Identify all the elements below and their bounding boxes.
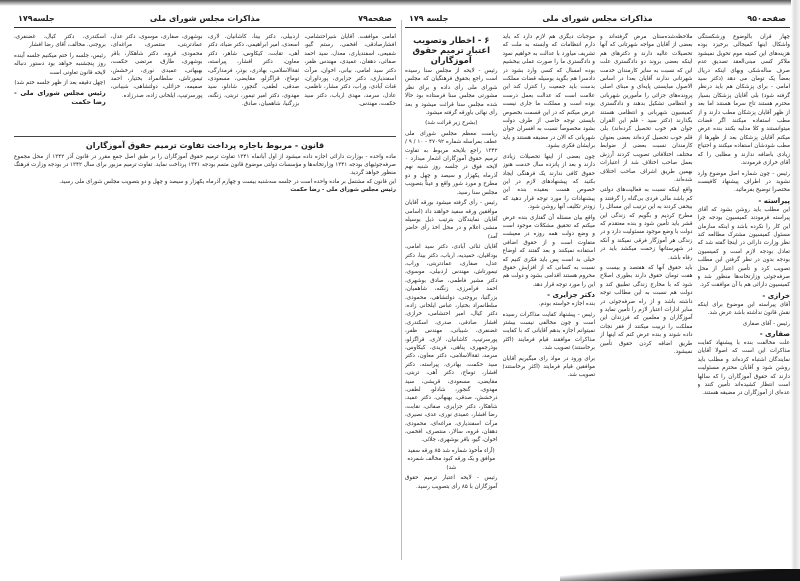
speaker-name: پیراسته - [758, 196, 790, 205]
speaker-name: صفاری - [759, 330, 790, 338]
paragraph: (چهل دقیقه بعد از ظهر جلسه ختم شد) [14, 80, 106, 87]
paragraph: رئیس - لایحه اعتبار ترمیم حقوق آموزگاران با ۸۵ رأی بتصویب رسید. [405, 475, 498, 490]
paragraph: ملاحظه‌شده‌ستان مرض گرفته‌اند و بعضی از آقایان مواجه شهرتانی که آنها تحصیلات عالیه دارند و دکترهای هم اینکه بعضی بروند دو دادگستری علت این که نسبت به سایر کارمندان خدمت شهرتانی ندارند آقایان بعدا در اساس الاصول مبایستی پایه‌ای و مبنای اصلی پرونده‌های جزائی را مأمورین شهربانی و انتظامی تشکیل بدهند و دادگستری کمیسیون شهربانی و انتظامی هستند بگذارند (دکتر سید - قلم این القران جوان هم خوب تحصیل کرده‌اند) بلی قلم خوب تحصیل کرده‌اند بعضی بعنوان کارمندان نسبت بعضی از ضوابط مختلف اختلافاتی تصویب کردند آرزش بعمل صاحب اختلاف شد از اعتبارات بهمین طریق اشراف صاحب اختلاف شده‌اند. [600, 34, 693, 183]
text-columns [405, 33, 790, 553]
paragraph: آقایان ثنائی آبادی، دکتر سید امامی، بوداقیان، حمیدیه، ارباب، دکتر بینا، دکتر عدل، صفاری، عمادتربتی، وراب، تیمورتاش، مهندس اردبیلی، موسوی، دکتر مشیر فاطمی، صادق بوشهری، احمد فرامرزی، زنگنه، شاهمیان، بزرگنیا، بروجنی، دولتشاهی، محمودی، سلطانمراد بختیار، عباس ایلخانی زاده، دکتر کیال، امیر احتشامی، خرازی، افشار صادقی، صدری، اسکندری، غضنفری، شیبانی، مهندس ظفر، پورسرتیپ، کاشانیان، لاری، قراگزلو، بوذرجمهری، پناهی، فریدی، کیکاوس، سرمد، ثقةالاسلامی، دکتر معاون، دکتر سید حکمت، بهادری، پیراسته، دکتر افشار، توماج، دکتر آهی، تربتی، مقایضی، مسعودی، قریشی، سید مهدوی، گنجور، شادلو، لطفی، درخشش، صدقی، بهبهانی، دکتر عمید، شاهکار، دکتر جزایری، صفائی، نقابت، رضا افشار، عمیدی نوری، عدی، نصیری، مرآت اسفندیاری، مراغه‌ای، محمودی، دهقان، قروه، سالار، منتصری، افخمی، اخوان، گیو، باقر بوشهری، جلائی. [405, 244, 498, 444]
law-signature: رئیس مجلس شورای ملی - رضا حکمت [290, 186, 396, 193]
paragraph: رئیس - چون شماره اصل موضوع وارد نشوید در اطراف پیشنهاد کافیست مختصرا توضیح بفرمائید. [697, 170, 790, 194]
text-column [503, 33, 596, 553]
paragraph: رئیس - پیشنهاد کفایت مذاکرات رسیده است و چون مخالفی نیست بیشتر نمیتوانم اجازه بدهم آقایانی که با کفایت مذاکرات موافقند قیام فرمایند (اکثر برخاستند) تصویب شد. [502, 311, 595, 352]
scan-top-edge [0, 0, 800, 6]
text-column [111, 33, 203, 123]
law-section [14, 136, 396, 194]
paragraph: واقع بیان مسئله آن گفتاری بنده عرض میکنم که تحقیق مشکلات موجود است و وضع دولت همه روزه در معیشت متفاوت است و از حقوق اضافی استفاده نمیکنند و بعد گفتند که اوضاع خیلی بد است پس باید فکری کنیم که نسبت به کسانی که از افزایش حقوق محروم هستند اقدامی بشود و دولت هم این را مورد توجه قرار دهد. [502, 214, 595, 288]
speaker-name: خرازی - [762, 291, 790, 300]
text-column [304, 33, 396, 123]
paragraph: علت مخالفت بنده با پیشنهاد کفایت مذاکرات این است که اصولا آقایان نمایندگان اشتباه کرده‌اند و مطلب باید روشن شود و آقایان محترم مسئولیت دارند که حقوق آموزگاران را که سالها است انتظار کشیده‌اند تأمین کنند و عده‌ای از آموزگاران در مضیقه هستند. [697, 340, 790, 397]
name-columns [14, 33, 396, 123]
running-title: مذاکرات مجلس شورای ملی [149, 14, 261, 23]
text-column [600, 33, 693, 553]
text-column [698, 33, 791, 553]
page-number: صفحه۹۵۰ [747, 14, 786, 23]
paragraph: رئیس - آقای صفاری [742, 320, 790, 327]
paragraph: چون بعضی از اینها تحصیلات زیادی دارند و بعد از پانزده سال خدمت هنوز حقوق کافی ندارند یک فرهنگی ایجاد بکنید که پیشنهادهای لازم در این خصوص هست بعقیده بنده این پیشنهادات را مورد توجه قرار دهید که زودتر تکلیف آنها روشن شود. [502, 153, 595, 211]
paragraph: (آراء مأخوذ شماره شد ۸۵ ورقه سفید موافق و یک ورقه کبود مخالف شمرده شد) [407, 447, 496, 471]
section-heading: ۶ - اخطار وتصویب اعتبار ترمیم حقوق آموزگاران [412, 35, 491, 65]
paragraph: اردبیلی، دکتر بینا، کاشانیان، لاری، اسعدی، امیر ابراهیمی، دکتر ضیاء، دکتر آهی، تقابت، کیکاوس، شاهر، دکتر معاون، دکتر افشار، پیراسته، ثقةالاسلامی، بهادری، بوذر، فرمدارگی، توماج، قراگزلو، مقایضی، مسعودی، صدقی، لطفی، گنجور، شادلو، سید مهدوی، دکتر امیر تیمور، تربتی، زنگنه، بزرگنیا، شاهمیان، صادق. [207, 34, 300, 108]
paragraph: موجبات دیگری هم لازم دارد که باید دارم انتظامات که وابسته به ملت که تشریف میاورد با عدالت به خواهیم نمود و دادگستری ما را صورت عملی ببخشیم بوده امسال که کسی وارد بشود در دادسرا هم بگوید بوسیله قضات مملکت بدست باید جمعیت را کنترل کند این علامت است که عدالت بعمل درست بوده است و مملکت ما جاری نیست عرض میکنم که در این قسمت بخصوص بایستی توجه خاصی از طرف دولت بشود مخصوصاً نسبت به افسران جوان شهربانی که الان در مضیقه هستند و باید برایشان فکری بشود. [502, 34, 595, 150]
scan-right-edge [791, 0, 800, 581]
session-number: جلسه۱۷۹ [18, 14, 55, 23]
paragraph: اسکندری، دکتر کیال، غضنفری، بروجنی. مخالف، آقای رضا افشار [14, 34, 106, 49]
paragraph: امامی موافقت. آقایان شیراحتشامی، افشارصادقی، افخمی، رستم گیو، شفیعی، اسفندیاری، معدل، سید احمد صفائی، دهقان، عمیدی، مهندس ظفر، دکتر سید امامی، بیانی، اخوان، مرآت اسفندیاری، دکتر جزایری، پورداوران، قنات آبادی، وراب، دکتر مشار، ناظمی، عادل، سرمد، مهدی ارباب، دکتر سید حکمت، مهندس. [304, 34, 396, 108]
running-title: مذاکرات مجلس شورای ملی [542, 14, 653, 23]
paragraph: رئیس - رأی گرفته میشود بورقه آقایان موافقین ورقه سفید خواهند داد (اسامی آقایان نمایندگان بترتیب ذیل بوسیله منشی اعلام و در محل اخذ رأی حاضر آمد) [405, 200, 498, 240]
page-header [14, 13, 396, 28]
law-closing: این قانون که مشتمل بر ماده واحده است در جلسه سه‌شنبه بیست و چهارم آذرماه یکهزار و سیصد و چهل و دو بتصویب مجلس شورای ملی رسید. [59, 178, 396, 185]
paragraph: رئیس، جلسه را ختم میکنیم جلسه آینده روز پنجشنبه خواهد بود دستور دنباله لایحه قانون تعاونی است [14, 52, 106, 76]
text-column [405, 33, 498, 553]
paragraph: (بشرح زیر قرائت شد) [425, 120, 478, 127]
paragraph: رئیس - لایحه از مجلس سنا رسیده است راجع بحقوق فرهنگیان که مجلس شورای ملی رأی داده و برای نظر مشورتی مجلس سنا فرستاده بود حالا شده مجلس سنا قرائت میشود و بعد رأی نهائی باورقه گرفته میشود. [405, 68, 498, 117]
text-column [14, 33, 106, 123]
paragraph: این مطلب باید روشن بشود که آقای پیراسته فرمودند کمیسیون بودجه چرا این کار را نکرده باشد و اینکه سازمان مسئول کمیسیون مشترک مطالعه کند نظر وزارت دارائی در اینجا گفته شد که تعادل بودجه لازم است و کمیسیون بودجه بدون در نظر گرفتن این مطلب تصویب کرد و تأمین اعتبار از محل صرفه‌جوئی وزارتخانه‌ها منظور شد و کمیسیون دارائی هم با آن موافقت کرد. [697, 206, 790, 289]
paragraph: باید حقوق آنها که هفتصد و بیست و هفت تومان حقوق دارند بطوری اصلاح شود که با مخارج زندگی تطبیق کند و دولت هم نسبت به این مطالب توجه داشته باشد و از راه صرفه‌جوئی در سایر ادارات اعتبار لازم را تأمین نماید و آموزگاران و معلمین که فرزندان این مملکت را تربیت میکنند از فقر نجات داده شوند و بنده عرض کنم که اینها از طریق اضافه کردن حقوق تأمین نمیشود. [600, 264, 693, 356]
session-number: جلسه ۱۷۹ [409, 14, 449, 23]
paragraph: بوشهری، صفاری، موسوی، دکتر عدل، عمادتربتی، منتصری، مراغه‌ای، محمودی، قروه، دکتر شاهکار، باقر بوشهری، طارق، مرتضی حکمت، بهبهانی، عمیدی نوری، درخشش، تیمورتاش، سلطانمراد بختیار، احمد صمیمه، خزائلی، دولتشاهی، شیبانی، پورسرتیپ، ایلخانی زاده، صدرزاده. [110, 34, 203, 99]
signature: رئیس مجلس شورای ملی - رضا حکمت [14, 89, 106, 106]
law-body: ماده واحده - بوزارت دارائی اجازه داده میشود از اول آبانماه ۱۳۴۱ تفاوت ترمیم حقوق آموزگاران را بر طبق اصل جمع مقرر در قانون آذر ۱۳۴۲ از محل مجموع صرفه‌جوئیهای بودجه ۱۳۴۱ وزارتخانه‌ها و مؤسسات دولتی موضوع قانون متمم بودجه ۱۳۴۱ پرداخت نماید. تفاوت ترمیم مزبور برای سال ۱۳۴۲ در بودجه وزارت فرهنگ منظور خواهد گردید. [14, 154, 397, 177]
law-title: قانون - مربوط باجازه پرداخت تفاوت ترمیم حقوق آموزگاران [85, 141, 325, 150]
page-header [405, 13, 790, 28]
page-fold [401, 20, 402, 560]
paragraph: برای ورود در مواد رای میگیریم آقایان موافقین قیام فرمایند (اکثر برخاستند) تصویب شد. [502, 355, 595, 379]
page-number: صفحه۷۹ [358, 14, 392, 23]
paragraph: چهار قران بالوضوع ورشکستگی واشکال اینها کمیجالی برخیزد بوده هزینه‌های این کمیته موم تحویل نمیشود ملاکر کسی مبنی‌العقد تصدیق عدم صرف ساله‌شکی وبهای اینکه دریال بعضاً یک تومان می دهد (دکتر سید امامی - برای پزشکان هم باید درنظر گرفته شود) بلی آقایان پزشکان بسیار محترم هستند تاج سرما هستند اما بعد از ظهر آقایان پزشکان مطب دارند و از مطب استفاده میکنند اگر قضات میتوانستند و کلا مدلیه بکنند بنده عرض میکنم آقایان پزشکان بعد از ظهرها از مطب شودشان استفاده میکنند و احتیاج زیادی باضافه ندارند و مطلبی را که آقای خرازی فرمودند. [697, 34, 790, 167]
text-column [208, 33, 300, 123]
paragraph: ریاست معظم مجلس شورای ملی عطف بمراسله شماره ۴۷۰۹۲ - ۱۰ / ۹ / ۱۳۴۲ راجع بلایحه مربوط به تفاوت ترمیم حقوق آموزگاران اشعار میدارد ۰ لایحه فوق در جلسه روز شنبه نهم آذرماه یکهزار و سیصد و چهل و دو مطرح و مورد شور واقع و عیناً بتصویب مجلس سنا رسید. [405, 130, 498, 196]
scan-bottom-shadow [560, 569, 800, 581]
paragraph: آقای پیراسته این موضوع برای اینکه نقش قانون نداشته باشد عرض شد. [697, 301, 790, 317]
speaker-name: دکتر جزایری - [547, 291, 595, 300]
paragraph: بنده اجازه خواسته بودم. [538, 301, 595, 308]
paragraph: واقع اینکه نسبت به فعالیت‌های دولتی کم باشد مالی فردی بی‌گناه را گرفتند و بیحقی کردند به این ترتیب این مسائل را مطرح کردیم و بگویم که زندگی این قشر باید تأمین شود و بنده معتقدم که دولت با وضع موجود مسئولیت دارد و در زندگی هر آموزگار فرقی نمیکند و آنکه در شهرستانها زحمت میکشد باید در رفاه باشد. [600, 187, 693, 261]
